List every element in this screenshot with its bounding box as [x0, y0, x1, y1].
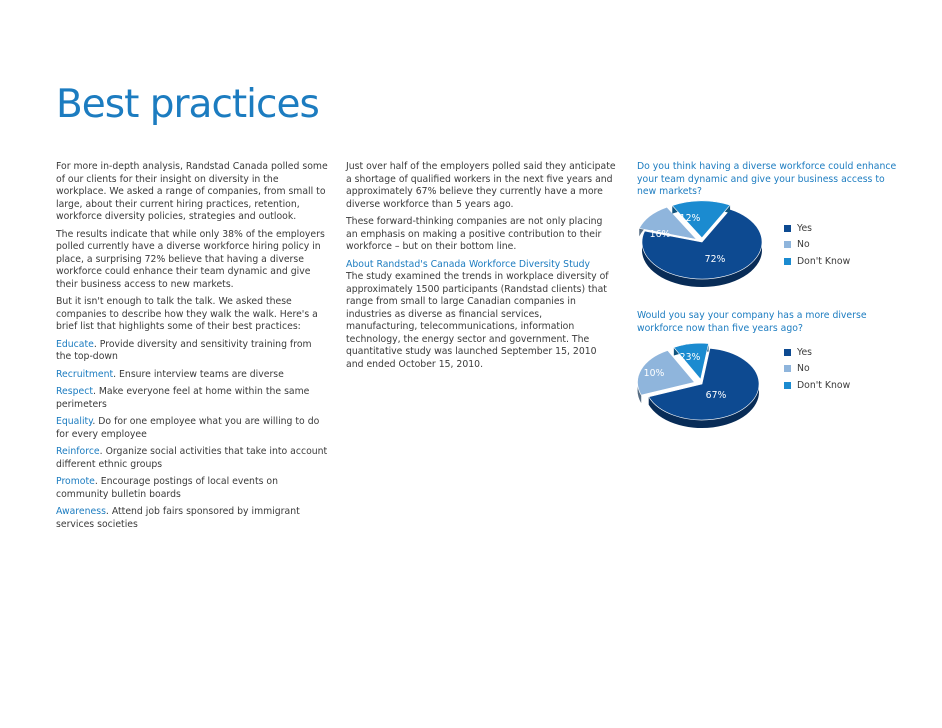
legend-swatch-dont-know — [784, 382, 791, 389]
pie-value-label: 10% — [643, 368, 665, 379]
chart-2-pie — [630, 338, 780, 443]
legend-label: Don't Know — [797, 255, 851, 267]
legend-swatch-no — [784, 241, 791, 248]
practice-item — [56, 446, 328, 471]
chart-2-question: Would you say your company has a more diverse workforce now than five years ago? — [637, 310, 867, 334]
chart-1-legend — [784, 220, 850, 270]
legend-item-yes — [784, 220, 850, 237]
practice-keyword: Equality — [56, 416, 93, 427]
column-left — [56, 161, 328, 536]
pie-value-label: 12% — [679, 213, 701, 224]
shortage-paragraph: Just over half of the employers polled said they anticipate a shortage of qualified workers in the next five years and approximately 67% believe they currently have a more diverse workforce than 5 years ago. — [346, 161, 616, 210]
page-title: Best practices — [56, 82, 319, 127]
practices-list — [56, 339, 328, 532]
column-middle — [346, 161, 616, 376]
practice-keyword: Educate — [56, 338, 94, 350]
practice-item — [56, 476, 328, 501]
pie-value-label: 67% — [705, 390, 727, 401]
legend-swatch-dont-know — [784, 258, 791, 265]
legend-label: Don't Know — [797, 379, 851, 391]
practice-text: . Ensure interview teams are diverse — [113, 368, 284, 380]
intro-paragraph: For more in-depth analysis, Randstad Canada polled some of our clients for their insight on diversity in the workplace. We asked a range of companies, from small to large, about their current hiring practices, retention, workforce diversity policies, strategies and outlook. — [56, 161, 328, 222]
practice-item — [56, 506, 328, 531]
practice-keyword: Awareness — [56, 506, 106, 517]
legend-item-yes — [784, 344, 850, 361]
chart-2-legend — [784, 344, 850, 394]
practice-keyword: Reinforce — [56, 446, 100, 457]
practice-text: . Make everyone feel at home within the same perimeters — [56, 386, 310, 410]
walk-paragraph: But it isn't enough to talk the talk. We asked these companies to describe how they walk the walk. Here's a brief list that highlights some of their best practices: — [56, 296, 318, 332]
legend-label: No — [797, 363, 810, 375]
pie-value-label: 16% — [649, 229, 671, 240]
legend-swatch-no — [784, 365, 791, 372]
chart-1-pie — [630, 200, 780, 305]
pie-value-label: 72% — [704, 254, 726, 265]
legend-label: Yes — [797, 346, 813, 358]
legend-item-no — [784, 361, 850, 378]
practice-keyword: Respect — [56, 386, 93, 397]
chart-1-question: Do you think having a diverse workforce could enhance your team dynamic and give your business access to new markets? — [637, 161, 897, 197]
practice-text: . Provide diversity and sensitivity training from the top-down — [56, 338, 312, 362]
practice-text: . Do for one employee what you are willing to do for every employee — [56, 416, 320, 440]
practice-text: . Attend job fairs sponsored by immigrant services societies — [56, 506, 300, 530]
study-paragraph: The study examined the trends in workplace diversity of approximately 1500 participants (Randstad clients) that range from small to large Canadian companies in industries as diverse as financial services, manufacturing, telecommunications, information technology, the energy sector and government. The quantitative study was launched September 15, 2010 and ended October 15, 2010. — [346, 271, 609, 370]
legend-item-dont-know — [784, 253, 850, 270]
practice-item — [56, 369, 328, 382]
practice-item — [56, 416, 328, 441]
pie-value-label: 23% — [679, 352, 701, 363]
chart-1-block — [637, 161, 897, 199]
legend-swatch-yes — [784, 349, 791, 356]
practice-item — [56, 339, 328, 364]
practice-keyword: Promote — [56, 476, 95, 487]
legend-swatch-yes — [784, 225, 791, 232]
chart-2-block — [637, 310, 897, 335]
legend-label: Yes — [797, 222, 813, 234]
legend-label: No — [797, 239, 810, 251]
study-heading: About Randstad's Canada Workforce Diversity Study — [346, 258, 591, 270]
practice-keyword: Recruitment — [56, 368, 114, 380]
results-paragraph: The results indicate that while only 38% of the employers polled currently have a diverse workforce hiring policy in place, a surprising 72% believe that having a diverse workforce could enhance their team dynamic and give their business access to new markets. — [56, 228, 325, 290]
practice-text: . Encourage postings of local events on community bulletin boards — [56, 476, 278, 500]
legend-item-no — [784, 237, 850, 254]
bottom-line-paragraph: These forward-thinking companies are not only placing an emphasis on making a positive contribution to their workforce – but on their bottom line. — [346, 216, 603, 252]
legend-item-dont-know — [784, 377, 850, 394]
practice-item — [56, 386, 328, 411]
practice-text: . Organize social activities that take into account different ethnic groups — [56, 446, 328, 470]
